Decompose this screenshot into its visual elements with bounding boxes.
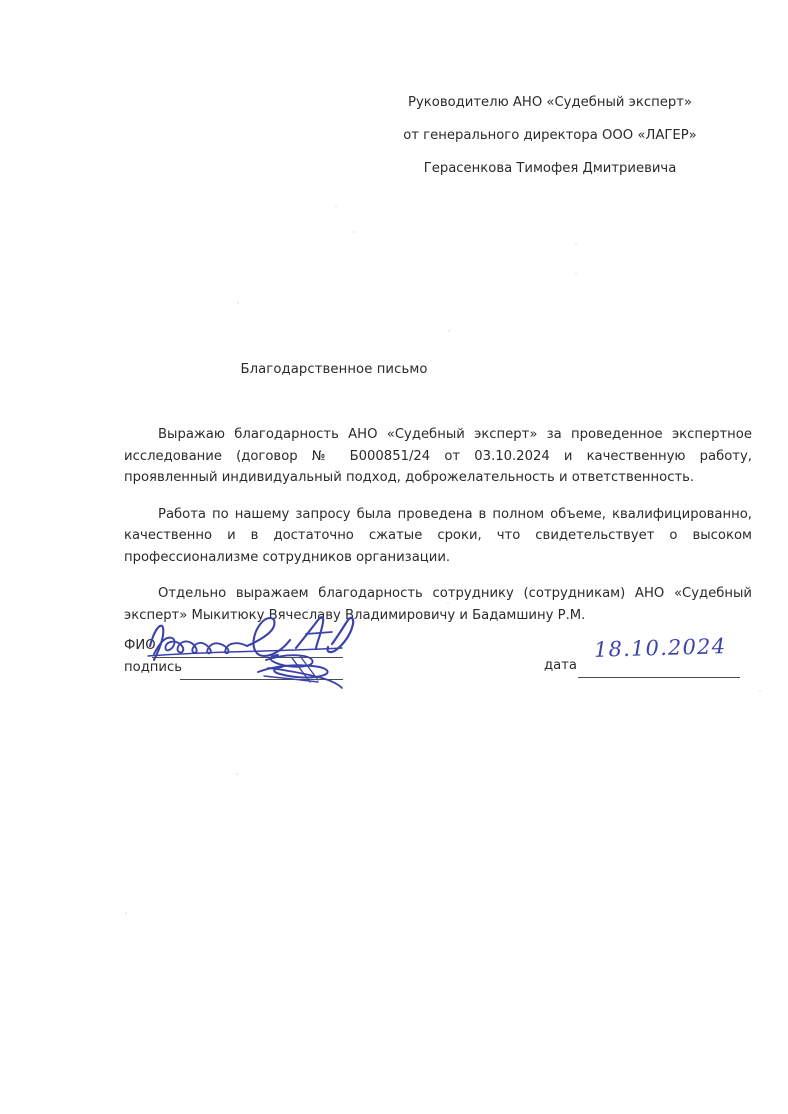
- fio-label: ФИО: [124, 638, 156, 653]
- scan-speckle: [575, 243, 577, 245]
- scan-speckle: [575, 273, 577, 275]
- signature-block: [0, 612, 788, 702]
- signature-underline: [180, 679, 343, 680]
- scan-speckle: [353, 231, 355, 233]
- date-label: дата: [544, 658, 577, 673]
- addressee-line-sender-org: от генерального директора ООО «ЛАГЕР»: [403, 128, 697, 143]
- body-paragraph: Отдельно выражаем благодарность сотруднику (сотрудникам) АНО «Судебный эксперт» Мыкитюку Вячеславу Владимировичу и Бадамшину Р.М.: [124, 586, 752, 623]
- addressee-block: [400, 86, 700, 185]
- scan-speckle: [125, 912, 127, 914]
- fio-underline: [152, 657, 343, 658]
- handwritten-date-text: 18.10.2024: [593, 634, 727, 662]
- letter-body: [124, 424, 752, 626]
- scan-speckle: [448, 330, 450, 332]
- body-paragraph: Выражаю благодарность АНО «Судебный эксперт» за проведенное экспертное исследование (договор № Б000851/24 от 03.10.2024 и качественную работу, проявленный индивидуальный подход, доброжелательность и ответственность.: [124, 427, 752, 485]
- scan-speckle: [335, 205, 337, 207]
- page-title-text: Благодарственное письмо: [240, 362, 428, 377]
- addressee-line-sender-name: Герасенкова Тимофея Дмитриевича: [423, 161, 677, 176]
- body-paragraph: Работа по нашему запросу была проведена в полном объеме, квалифицированно, качественно и в достаточно сжатые сроки, что свидетельствует о высоком профессионализме сотрудников организации.: [124, 506, 752, 565]
- page-title: [0, 362, 788, 377]
- signature-label: подпись: [124, 660, 183, 675]
- scan-speckle: [237, 302, 239, 304]
- scan-speckle: [236, 773, 238, 775]
- date-underline: [578, 677, 740, 678]
- addressee-line-recipient: Руководителю АНО «Судебный эксперт»: [408, 95, 692, 110]
